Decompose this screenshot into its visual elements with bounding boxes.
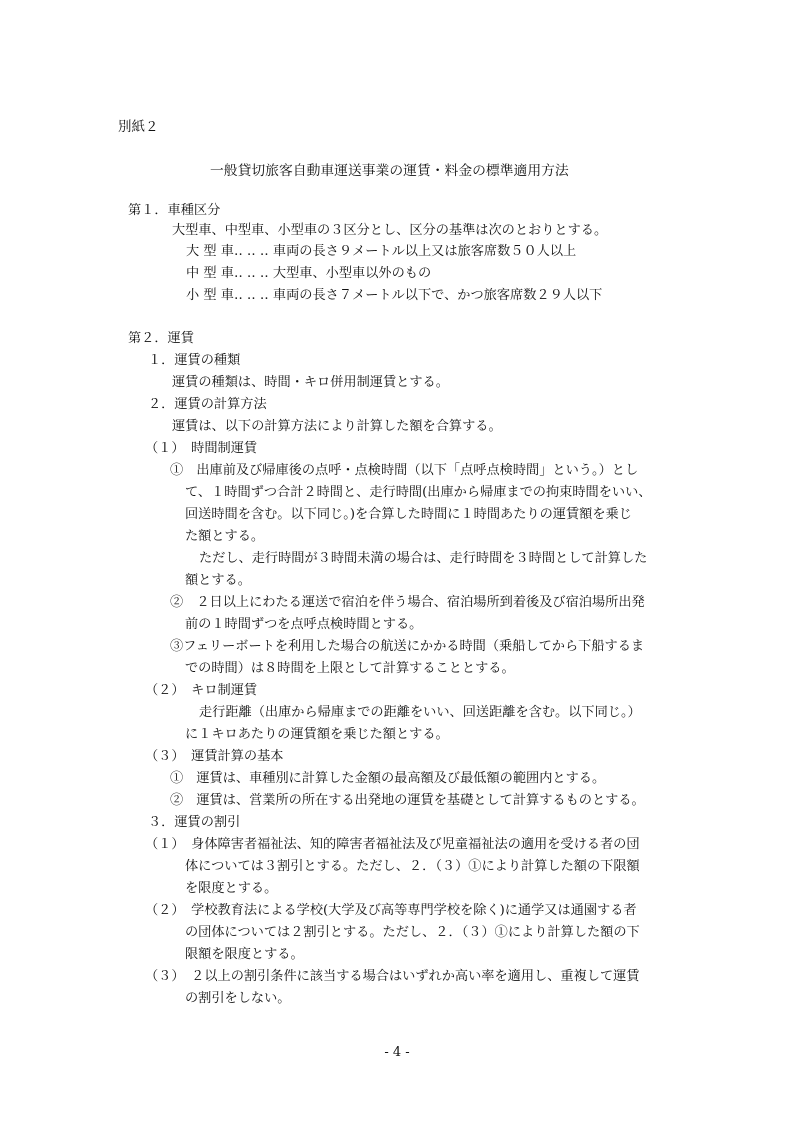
paragraph-line: 前の１時間ずつを点呼点検時間とする。 [185, 617, 423, 632]
paragraph-line: 走行距離（出庫から帰庫までの距離をいい、回送距離を含む。以下同じ。） [199, 705, 641, 720]
paragraph-line: 体については３割引とする。ただし、２．（３）①により計算した額の下限額 [185, 859, 640, 874]
paragraph-line: 額とする。 [185, 573, 251, 588]
paragraph: 運賃の種類は、時間・キロ併用制運賃とする。 [172, 375, 449, 390]
paragraph-line: （１） 身体障害者福祉法、知的障害者福祉法及び児童福祉法の適用を受ける者の団 [145, 837, 640, 852]
item-title: （２） キロ制運賃 [145, 683, 258, 698]
paragraph-line: （３） ２以上の割引条件に該当する場合はいずれか高い率を適用し、重複して運賃 [145, 969, 640, 984]
paragraph-line: ① 運賃は、車種別に計算した金額の最高額及び最低額の範囲内とする。 [170, 771, 606, 786]
item-title: （３） 運賃計算の基本 [145, 749, 284, 764]
paragraph: 運賃は、以下の計算方法により計算した額を合算する。 [172, 419, 502, 434]
paragraph-line: ただし、走行時間が３時間未満の場合は、走行時間を３時間として計算した [199, 551, 648, 566]
paragraph-line: て、１時間ずつ合計２時間と、走行時間(出庫から帰庫までの拘束時間をいい、 [185, 485, 652, 500]
paragraph-line: の団体については２割引とする。ただし、２．（３）①により計算した額の下 [185, 925, 640, 940]
paragraph-line: を限度とする。 [185, 881, 278, 896]
list-item: 小 型 車‥ ‥ ‥ 車両の長さ７メートル以下で、かつ旅客席数２９人以下 [186, 288, 603, 303]
list-item: 大 型 車‥ ‥ ‥ 車両の長さ９メートル以上又は旅客席数５０人以上 [186, 244, 577, 259]
paragraph-line: （２） 学校教育法による学校(大学及び高等専門学校を除く)に通学又は通園する者 [145, 903, 637, 918]
paragraph-line: 限額を限度とする。 [185, 947, 304, 962]
paragraph-line: た額とする。 [185, 529, 265, 544]
paragraph-line: に１キロあたりの運賃額を乗じた額とする。 [185, 727, 449, 742]
paragraph-line: ① 出庫前及び帰庫後の点呼・点検時間（以下「点呼点検時間」という。）とし [170, 463, 639, 478]
item-title: （１） 時間制運賃 [145, 441, 258, 456]
page-number: - 4 - [384, 1045, 410, 1060]
paragraph: 大型車、中型車、小型車の３区分とし、区分の基準は次のとおりとする。 [172, 223, 608, 238]
paragraph-line: ③フェリーボートを利用した場合の航送にかかる時間（乗船してから下船するま [170, 639, 645, 654]
subsection-title: ２．運賃の計算方法 [148, 397, 267, 412]
paragraph-line: の割引をしない。 [185, 991, 291, 1006]
attachment-label: 別紙２ [118, 119, 159, 135]
paragraph-line: 回送時間を含む。以下同じ。)を合算した時間に１時間あたりの運賃額を乗じ [185, 507, 632, 522]
section-heading: 第１．車種区分 [128, 203, 221, 218]
document-title: 一般貸切旅客自動車運送事業の運賃・料金の標準適用方法 [210, 163, 569, 179]
paragraph-line: ② ２日以上にわたる運送で宿泊を伴う場合、宿泊場所到着後及び宿泊場所出発 [170, 595, 645, 610]
paragraph-line: ② 運賃は、営業所の所在する出発地の運賃を基礎として計算するものとする。 [170, 793, 645, 808]
section-heading: 第２．運賃 [128, 331, 194, 346]
list-item: 中 型 車‥ ‥ ‥ 大型車、小型車以外のもの [186, 266, 432, 281]
subsection-title: １．運賃の種類 [148, 353, 241, 368]
paragraph-line: での時間）は８時間を上限として計算することとする。 [185, 661, 515, 676]
subsection-title: ３．運賃の割引 [148, 815, 241, 830]
